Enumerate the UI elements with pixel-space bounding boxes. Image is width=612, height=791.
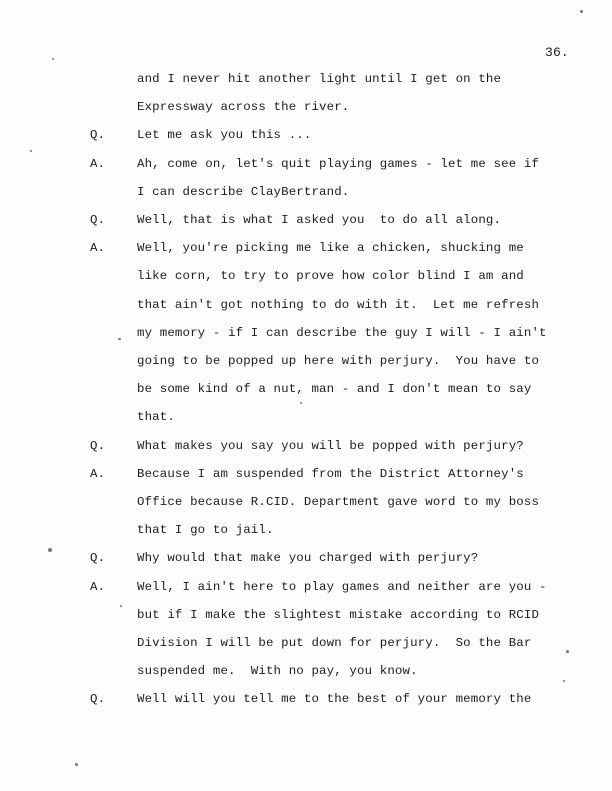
transcript-line: that ain't got nothing to do with it. Let me refresh [137, 297, 540, 312]
speaker-label: Q. [90, 551, 106, 566]
transcript-line: What makes you say you will be popped with perjury? [137, 438, 524, 453]
transcript-line: that. [137, 410, 175, 425]
transcript-line: Well, you're picking me like a chicken, shucking me [137, 241, 524, 256]
speaker-label: A. [90, 156, 106, 171]
transcript-line: be some kind of a nut, man - and I don't mean to say [137, 382, 532, 397]
transcript-line: Why would that make you charged with perjury? [137, 551, 479, 566]
transcript-line: Well, I ain't here to play games and neither are you - [137, 579, 547, 594]
transcript-line: Because I am suspended from the District Attorney's [137, 466, 524, 481]
transcript-line: that I go to jail. [137, 523, 274, 538]
scan-speck [580, 10, 583, 13]
scan-speck [118, 338, 121, 340]
speaker-label: A. [90, 579, 106, 594]
transcript-line: but if I make the slightest mistake according to RCID [137, 607, 540, 622]
transcript-line: Well will you tell me to the best of your memory the [137, 692, 532, 707]
transcript-line: Ah, come on, let's quit playing games - let me see if [137, 156, 540, 171]
scan-speck [120, 605, 122, 607]
transcript-line: my memory - if I can describe the guy I will - I ain't [137, 325, 547, 340]
speaker-label: Q. [90, 128, 106, 143]
speaker-label: Q. [90, 692, 106, 707]
transcript-line: and I never hit another light until I get on the [137, 72, 502, 86]
scan-speck [52, 58, 54, 60]
transcript-line: Expressway across the river. [137, 100, 350, 115]
scan-speck [48, 548, 52, 552]
speaker-label: A. [90, 466, 106, 481]
scan-speck [300, 402, 302, 404]
scan-speck [75, 763, 78, 766]
scan-speck [30, 150, 32, 152]
speaker-label: Q. [90, 213, 106, 227]
scan-speck [566, 650, 569, 653]
transcript-line: I can describe ClayBertrand. [137, 184, 350, 199]
speaker-label: Q. [90, 438, 106, 453]
transcript-line: Office because R.CID. Department gave word to my boss [137, 495, 540, 509]
page-number: 36. [545, 45, 569, 60]
transcript-line: going to be popped up here with perjury. You have to [137, 354, 540, 368]
transcript-line: like corn, to try to prove how color blind I am and [137, 269, 524, 284]
transcript-line: Division I will be put down for perjury. So the Bar [137, 636, 532, 650]
transcript-line: suspended me. With no pay, you know. [137, 664, 418, 679]
speaker-label: A. [90, 241, 106, 256]
transcript-line: Well, that is what I asked you to do all along. [137, 213, 502, 227]
scan-speck [563, 680, 565, 682]
transcript-line: Let me ask you this ... [137, 128, 312, 143]
